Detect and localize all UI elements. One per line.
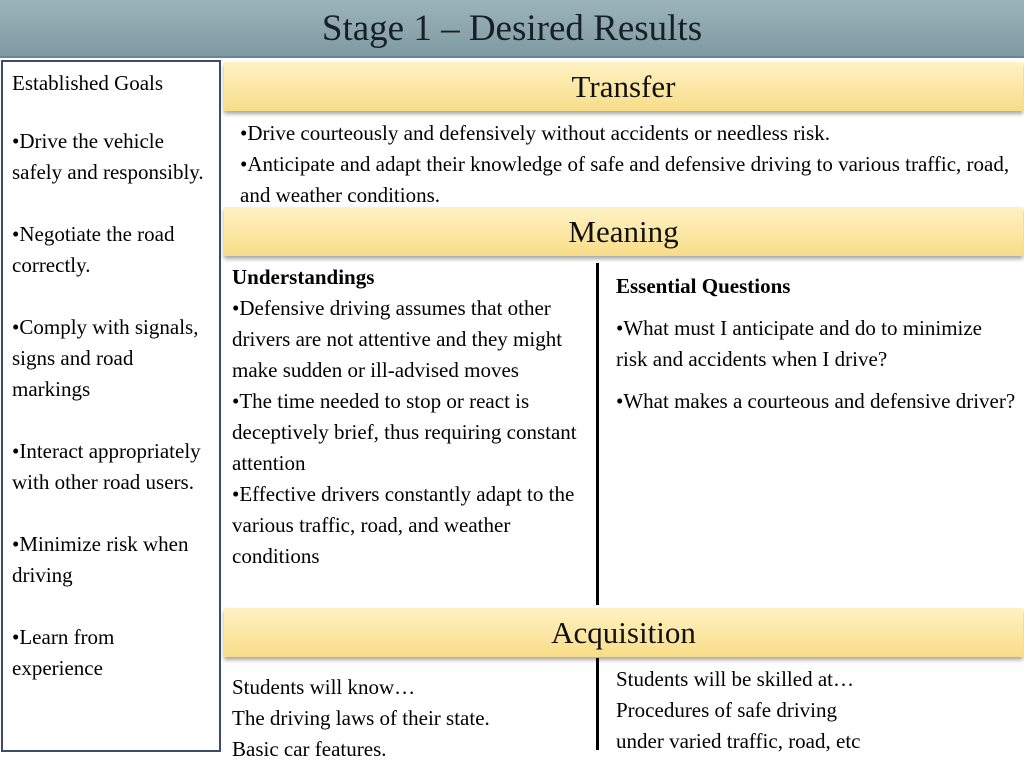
transfer-item: •Drive courteously and defensively without accidents or needless risk. bbox=[240, 121, 830, 145]
established-goals-panel bbox=[1, 60, 221, 752]
transfer-band bbox=[224, 62, 1023, 111]
essential-questions-heading: Essential Questions bbox=[616, 274, 791, 298]
transfer-item: •Anticipate and adapt their knowledge of safe and defensive driving to various traffic, road, and weather conditions. bbox=[240, 152, 1010, 207]
transfer-content bbox=[240, 118, 1010, 211]
understanding-item: •The time needed to stop or react is deceptively brief, thus requiring constant attention bbox=[232, 389, 577, 475]
goal-item: •Learn from experience bbox=[12, 625, 115, 680]
skilled-item: under varied traffic, road, etc bbox=[616, 729, 861, 753]
transfer-heading: Transfer bbox=[571, 69, 676, 104]
skilled-item: Students will be skilled at… bbox=[616, 667, 854, 691]
acquisition-divider bbox=[596, 658, 599, 750]
understandings-column bbox=[232, 262, 592, 572]
goals-heading: Established Goals bbox=[12, 71, 164, 95]
meaning-divider bbox=[596, 263, 599, 605]
essential-questions-column bbox=[616, 271, 1016, 417]
know-item: The driving laws of their state. bbox=[232, 706, 490, 730]
know-item: Basic car features. bbox=[232, 737, 387, 761]
goal-item: •Comply with signals, signs and road markings bbox=[12, 315, 199, 401]
skilled-item: Procedures of safe driving bbox=[616, 698, 838, 722]
skilled-column bbox=[616, 664, 1016, 757]
goal-item: •Negotiate the road correctly. bbox=[12, 222, 175, 277]
understandings-heading: Understandings bbox=[232, 265, 375, 289]
know-column bbox=[232, 672, 592, 765]
goal-item: •Interact appropriately with other road users. bbox=[12, 439, 201, 494]
question-item: •What must I anticipate and do to minimize risk and accidents when I drive? bbox=[616, 316, 983, 371]
question-item: •What makes a courteous and defensive driver? bbox=[616, 389, 1016, 413]
goal-item: •Drive the vehicle safely and responsibly. bbox=[12, 129, 204, 184]
know-item: Students will know… bbox=[232, 675, 416, 699]
acquisition-band bbox=[224, 608, 1023, 657]
understanding-item: •Defensive driving assumes that other drivers are not attentive and they might make sudden or ill-advised moves bbox=[232, 296, 563, 382]
page-title: Stage 1 – Desired Results bbox=[321, 8, 703, 49]
title-bar bbox=[0, 0, 1024, 58]
goal-item: •Minimize risk when driving bbox=[12, 532, 189, 587]
acquisition-heading: Acquisition bbox=[551, 615, 696, 650]
meaning-band bbox=[224, 207, 1023, 256]
meaning-heading: Meaning bbox=[568, 214, 679, 249]
understanding-item: •Effective drivers constantly adapt to the various traffic, road, and weather conditions bbox=[232, 482, 575, 568]
